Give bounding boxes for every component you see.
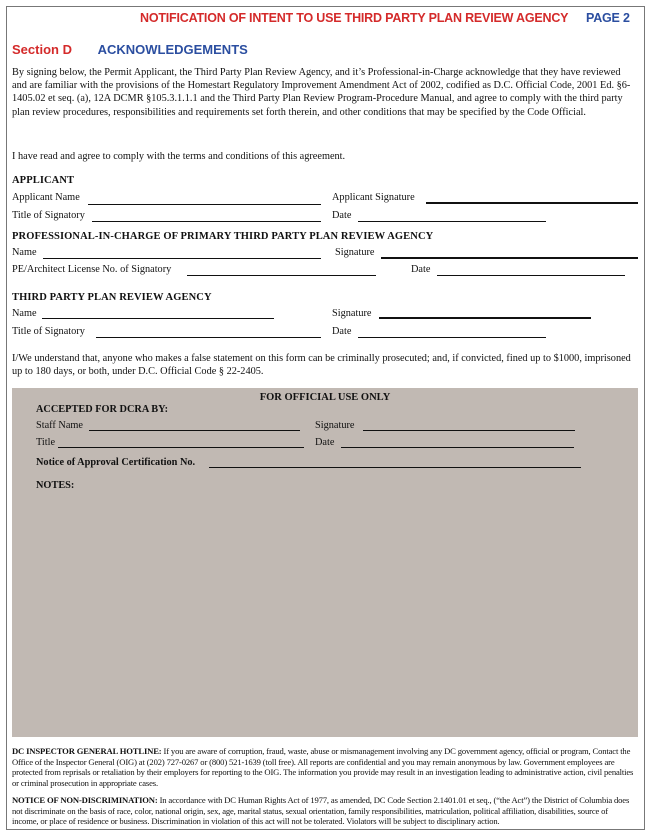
agency-title-field[interactable] (96, 337, 321, 338)
official-use-box (12, 388, 638, 737)
staff-date-label: Date (315, 437, 335, 448)
staff-signature-field[interactable] (363, 430, 575, 431)
agree-statement: I have read and agree to comply with the terms and conditions of this agreement. (12, 151, 346, 162)
pic-name-label: Name (12, 247, 37, 258)
section-label: Section D (12, 42, 72, 57)
applicant-name-field[interactable] (88, 204, 321, 205)
page-number: PAGE 2 (586, 11, 630, 25)
applicant-title-field[interactable] (92, 221, 321, 222)
agency-name-label: Name (12, 308, 37, 319)
staff-name-field[interactable] (89, 430, 300, 431)
approval-cert-label: Notice of Approval Certification No. (36, 457, 196, 468)
agency-heading: THIRD PARTY PLAN REVIEW AGENCY (12, 292, 212, 303)
notes-label: NOTES: (36, 480, 75, 491)
nondiscrimination-notice (12, 795, 636, 827)
intro-paragraph: By signing below, the Permit Applicant, the Third Party Plan Review Agency, and it’s Professional-in-Charge acknowledge that they have reviewed and are familiar with the provisions of the Homestart Regulatory Improvement Amendment Act of 2002, codified as D.C. Official Code, 2001 Ed. §6-1405.02 et seq. (a), 12A DCMR §105.3.1.1.1 and the Third Party Plan Review Program-Procedure Manual, and agree to comply with the third party plan review procedures, responsibilities and requirements set forth therein, and other conditions that may be specified by the Code Official. (12, 67, 631, 118)
pic-signature-label: Signature (335, 247, 375, 258)
nondiscrimination-label: NOTICE OF NON-DISCRIMINATION: (12, 795, 158, 805)
pic-heading: PROFESSIONAL-IN-CHARGE OF PRIMARY THIRD PARTY PLAN REVIEW AGENCY (12, 231, 434, 242)
approval-cert-field[interactable] (209, 467, 581, 468)
official-use-title: FOR OFFICIAL USE ONLY (259, 392, 391, 403)
pic-date-label: Date (411, 264, 431, 275)
agency-date-label: Date (332, 326, 352, 337)
applicant-title-label: Title of Signatory (12, 210, 85, 221)
staff-name-label: Staff Name (36, 420, 83, 431)
applicant-name-label: Applicant Name (12, 192, 80, 203)
agency-title-label: Title of Signatory (12, 326, 85, 337)
staff-signature-label: Signature (315, 420, 355, 431)
applicant-date-field[interactable] (358, 221, 546, 222)
hotline-notice (12, 746, 636, 788)
applicant-signature-field[interactable] (426, 202, 638, 204)
accepted-heading: ACCEPTED FOR DCRA BY: (36, 404, 169, 415)
section-title: ACKNOWLEDGEMENTS (97, 42, 248, 57)
false-statement-notice: I/We understand that, anyone who makes a false statement on this form can be criminally prosecuted; and, if convicted, fined up to $1000, imprisoned up to 180 days, or both, under D.C. Official Code § 22-2405. (12, 353, 631, 378)
pic-license-field[interactable] (187, 275, 376, 276)
agency-date-field[interactable] (358, 337, 546, 338)
pic-date-field[interactable] (437, 275, 625, 276)
pic-name-field[interactable] (43, 258, 321, 259)
section-heading (12, 42, 248, 57)
document-title: NOTIFICATION OF INTENT TO USE THIRD PARTY PLAN REVIEW AGENCY (140, 11, 569, 25)
hotline-text: If you are aware of corruption, fraud, waste, abuse or mismanagement involving any DC government agency, official or program, Contact the Office of the Inspector General (OIG) at (202) 727-0267 or (800) 521-1639 (toll free). All reports are confidential and you may remain anonymous by law. Government employees are protected from reprisals or retaliation by their employers for reporting to the OIG. The information you provide may result in an investigation leading to administrative action, civil penalties or criminal prosecution in appropriate cases. (12, 746, 634, 788)
agency-signature-label: Signature (332, 308, 372, 319)
hotline-label: DC INSPECTOR GENERAL HOTLINE: (12, 746, 162, 756)
staff-title-field[interactable] (58, 447, 304, 448)
agency-signature-field[interactable] (379, 317, 591, 319)
applicant-heading: APPLICANT (12, 175, 75, 186)
staff-date-field[interactable] (341, 447, 574, 448)
pic-license-label: PE/Architect License No. of Signatory (12, 264, 172, 275)
staff-title-label: Title (36, 437, 56, 448)
applicant-date-label: Date (332, 210, 352, 221)
nondiscrimination-text: In accordance with DC Human Rights Act of 1977, as amended, DC Code Section 2.1401.01 et seq., (“the Act”) the District of Columbia does not discriminate on the basis of race, color, national origin, sex, age, marital status, sexual orientation, family responsibilities, matriculation, political affiliation, disabilities, source of income, or place of residence or business. Discrimination in violation of this act will not be tolerated. Violators will be subject to disciplinary action. (12, 795, 630, 827)
applicant-signature-label: Applicant Signature (332, 192, 415, 203)
agency-name-field[interactable] (42, 318, 274, 319)
pic-signature-field[interactable] (381, 257, 638, 259)
